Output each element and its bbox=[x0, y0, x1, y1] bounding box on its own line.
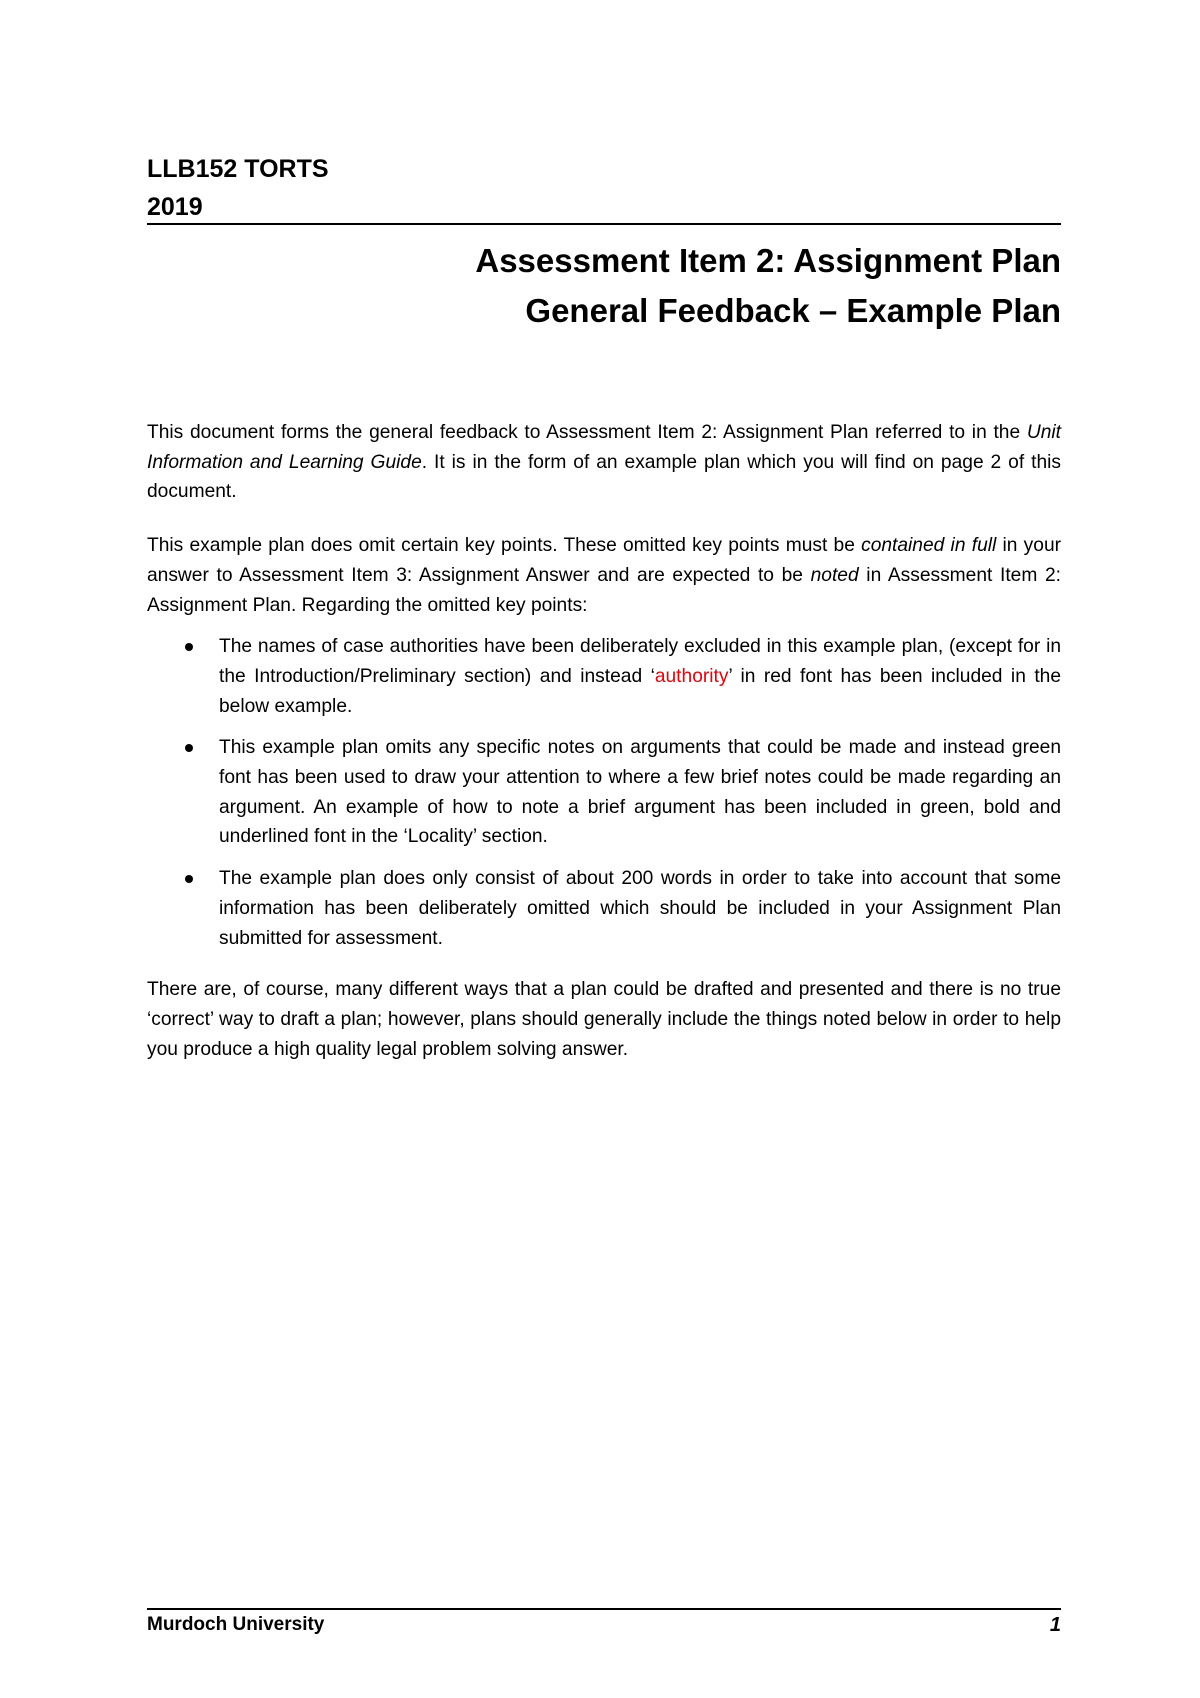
intro-text-b: . It is in the form of an example plan which you will find on page 2 of this document. bbox=[147, 451, 1061, 503]
footer-university: Murdoch University bbox=[147, 1614, 325, 1635]
bullet-1-text-a: The names of case authorities have been deliberately excluded in this example plan, (except for in the Introduction/Preliminary section) and instead ‘ bbox=[219, 636, 1061, 687]
bullet-icon bbox=[185, 643, 193, 651]
document-header bbox=[147, 150, 1061, 226]
authority-red-text: authority bbox=[654, 665, 729, 687]
omitted-text-a: This example plan does omit certain key points. These omitted key points must be bbox=[147, 535, 862, 557]
footer-divider bbox=[147, 1608, 1061, 1610]
omitted-text-b: in your answer to Assessment Item 3: Assignment Answer and are expected to be bbox=[147, 535, 1062, 586]
title-line-2: General Feedback – Example Plan bbox=[525, 292, 1061, 329]
contained-in-full: contained in full bbox=[861, 535, 997, 557]
intro-text-a: This document forms the general feedback to Assessment Item 2: Assignment Plan referred to in the bbox=[147, 422, 1027, 443]
list-item bbox=[147, 864, 1061, 953]
list-item bbox=[147, 632, 1061, 721]
omitted-text-c: in Assessment Item 2: Assignment Plan. Regarding the omitted key points: bbox=[147, 564, 1061, 616]
bullet-2-text: This example plan omits any specific notes on arguments that could be made and instead green font has been used to draw your attention to where a few brief notes could be made regarding an argument. An example of how to note a brief argument has been included in green, bold and underlined font in the ‘Locality’ section. bbox=[219, 737, 1061, 848]
document-title bbox=[147, 236, 1061, 336]
bullet-3-text: The example plan does only consist of about 200 words in order to take into account that some information has been deliberately omitted which should be included in your Assignment Plan submitted for assessment. bbox=[219, 868, 1061, 949]
header-divider bbox=[147, 223, 1061, 225]
noted-word: noted bbox=[810, 564, 859, 586]
title-line-1: Assessment Item 2: Assignment Plan bbox=[475, 242, 1061, 279]
list-item bbox=[147, 733, 1061, 852]
guide-title: Unit Information and Learning Guide bbox=[147, 422, 1061, 473]
omitted-points-paragraph bbox=[147, 531, 1061, 620]
bullet-icon bbox=[185, 875, 193, 883]
year: 2019 bbox=[147, 193, 203, 221]
omitted-points-list bbox=[147, 632, 1061, 953]
bullet-icon bbox=[185, 744, 193, 752]
unit-code: LLB152 TORTS bbox=[147, 155, 329, 183]
intro-paragraph bbox=[147, 418, 1061, 507]
bullet-1-text-b: ’ in red font has been included in the below example. bbox=[219, 665, 1061, 717]
document-body bbox=[147, 418, 1061, 1064]
page-number: 1 bbox=[1049, 1614, 1061, 1636]
closing-paragraph: There are, of course, many different ways that a plan could be drafted and presented and there is no true ‘correct’ way to draft a plan; however, plans should generally include the things noted below in order to help you produce a high quality legal problem solving answer. bbox=[147, 979, 1061, 1060]
